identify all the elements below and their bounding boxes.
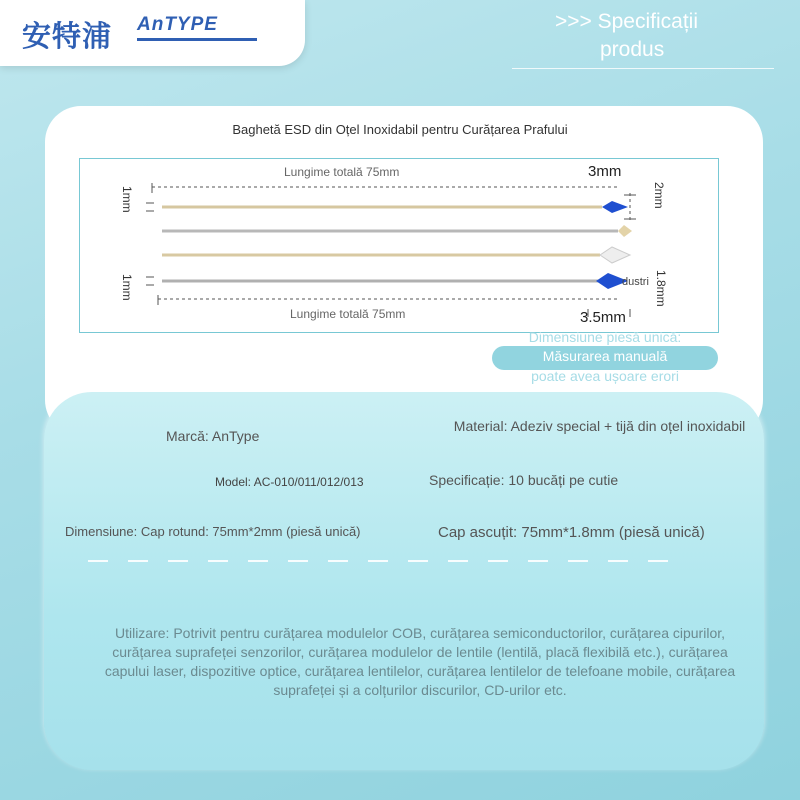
diagram-title: Baghetă ESD din Oțel Inoxidabil pentru Curățarea Prafului [232, 122, 568, 137]
spec-brand: Marcă: AnType [166, 428, 260, 444]
swab-blue-tip [602, 201, 628, 213]
note-line-3: poate avea ușoare erori [531, 368, 679, 384]
section-title [555, 8, 775, 64]
dashed-divider [88, 560, 708, 562]
shaft-diameter-bottom: 1mm [120, 274, 134, 301]
section-title-line1: >>> Specificații [555, 10, 699, 33]
header-divider [512, 68, 774, 69]
specifications-card [44, 392, 764, 770]
spec-dimension-pointed: Cap ascuțit: 75mm*1.8mm (piesă unică) [438, 524, 705, 541]
brand-english-logo: AnTYPE [137, 14, 218, 35]
total-length-label-top: Lungime totală 75mm [284, 165, 400, 179]
shaft-diameter-top: 1mm [120, 186, 134, 213]
usage-description: Utilizare: Potrivit pentru curățarea modulelor COB, curățarea semiconductorilor, curățarea cipurilor, curățarea suprafeței senzorilor, curățarea modulelor de lentile (lentilă, placă flexibilă etc.), curățarea capului laser, dispozitive optice, curățarea lentilelor, curățarea lentilelor de telefoane mobile, curățarea suprafeței și a colțurilor discurilor, CD-urilor etc. [104, 625, 736, 698]
spec-model: Model: AC-010/011/012/013 [215, 475, 364, 489]
head-diameter-bottom: 1.8mm [654, 270, 668, 307]
tip-length-top: 3mm [588, 163, 622, 180]
brand-underline [137, 38, 257, 41]
section-title-line2: produs [600, 38, 665, 61]
watermark-text: dustri [622, 276, 649, 288]
tip-length-bottom: 3.5mm [580, 309, 626, 326]
brand-header [0, 0, 305, 66]
spec-specification: Specificație: 10 bucăți pe cutie [429, 472, 619, 488]
spec-material: Material: Adeziv special + tijă din oțel inoxidabil [453, 418, 746, 434]
swab-gold-tip [618, 225, 632, 237]
spec-dimension-round: Dimensiune: Cap rotund: 75mm*2mm (piesă unică) [65, 524, 361, 539]
brand-chinese-logo: 安特浦 [22, 19, 113, 53]
note-line-2: Măsurarea manuală [542, 348, 668, 364]
note-line-1: Dimensiune piesă unică: [528, 329, 682, 345]
total-length-label-bottom: Lungime totală 75mm [290, 307, 406, 321]
head-diameter-top: 2mm [652, 182, 666, 209]
swab-clear-tip [600, 247, 630, 263]
